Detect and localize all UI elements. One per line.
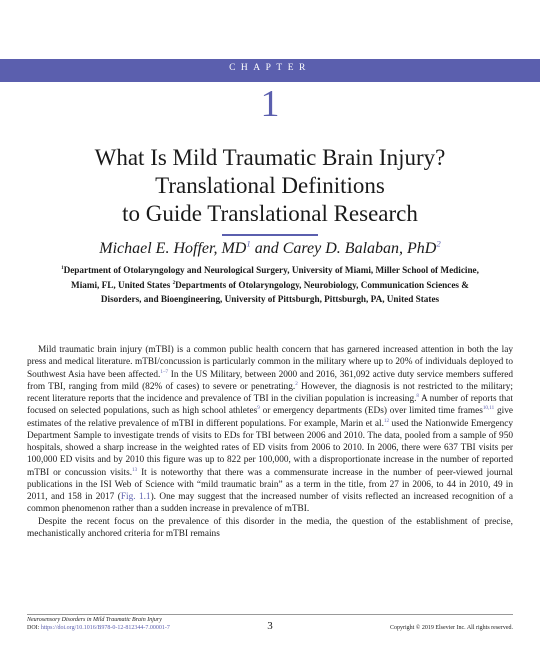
p1-sentence-9: ). One may suggest that the increased number of visits reflected an increased recognition of a common phenomenon rather than a sudden increase in prevalence of mTBI. — [27, 492, 514, 515]
p1-sentence-8: It is noteworthy that there was a commensurate increase in the number of peer-viewed journal publications in the ISI Web of Science with “mild traumatic brain” as a term in the title, from 27 in 2006, to 44 in 2010, 49 in 2011, and 158 in 2017 ( — [27, 467, 513, 502]
author-connector: and — [250, 240, 283, 257]
footer-divider — [27, 614, 513, 615]
author-2-name: Carey D. Balaban, PhD — [282, 240, 437, 257]
footer-book-title: Neurosensory Disorders in Mild Traumatic Brain Injury — [27, 617, 162, 623]
doi-label: DOI: — [27, 625, 41, 631]
title-underline — [222, 234, 318, 236]
affil-1-marker: 1 — [61, 264, 64, 271]
paragraph-2: Despite the recent focus on the prevalence of this disorder in the media, the question of the establishment of precise, mechanistically anchored criteria for mTBI remains — [27, 516, 513, 539]
affiliations — [52, 263, 488, 307]
p1-sentence-5: or emergency departments (EDs) over limited time frames — [259, 406, 483, 417]
affil-2-text: Departments of Otolaryngology, Neurobiology, Communication Sciences & Disorders, and Bioengineering, University of Pittsburgh, Pittsburgh, PA, United States — [100, 279, 469, 304]
authors — [20, 239, 520, 259]
citation-2[interactable]: 2 — [295, 380, 298, 387]
p1-sentence-7: used the Nationwide Emergency Department Sample to investigate trends of visits to EDs for TBI between 2006 and 2010. The data, pooled from a sample of 950 hospitals, showed a sharp increase in the weighted rates of ED visits from 2006 to 2010. In 2006, there were 637 TBI visits per 100,000 ED visits and by 2010 this figure was up to 822 per 100,000, with a disproportionate increase in the number of reported mTBI or concussion visits. — [27, 418, 513, 478]
citation-9[interactable]: 9 — [257, 405, 260, 412]
body-text — [27, 344, 513, 540]
page-number: 3 — [267, 620, 273, 632]
paragraph-1 — [27, 344, 513, 516]
p1-sentence-4: A number of reports that focused on selected populations, such as high school athletes — [27, 394, 513, 417]
doi-link[interactable]: https://doi.org/10.1016/B978-0-12-812344-7.00001-7 — [40, 625, 170, 631]
p1-sentence-6: give estimates of the relative prevalence of mTBI in different populations. For example, Marin et al. — [27, 406, 513, 429]
footer-doi — [27, 625, 170, 631]
author-2-affil-ref[interactable]: 2 — [436, 238, 441, 249]
citation-1-7[interactable]: 1–7 — [160, 368, 169, 375]
author-1-affil-ref[interactable]: 1 — [246, 238, 251, 249]
p1-sentence-2: In the US Military, between 2000 and 2016, 361,092 active duty service members suffered from TBI, ranging from mild (82% of cases) to severe or penetrating. — [27, 369, 514, 392]
p1-sentence-1: Mild traumatic brain injury (mTBI) is a common public health concern that has garnered increased attention in both the lay press and medical literature. mTBI/concussion is particularly common in the military where up to 20% of individuals deployed to Southwest Asia have been affected. — [27, 345, 513, 380]
citation-10-11[interactable]: 10,11 — [482, 405, 495, 412]
chapter-title — [30, 144, 510, 228]
citation-8[interactable]: 8 — [416, 392, 419, 399]
p1-sentence-3: However, the diagnosis is not restricted to the military; recent literature reports that the incidence and prevalence of TBI in the civilian population is increasing. — [27, 381, 513, 404]
copyright-notice: Copyright © 2019 Elsevier Inc. All rights reserved. — [389, 625, 513, 631]
affil-1-text: Department of Otolaryngology and Neurological Surgery, University of Miami, Miller School of Medicine, Miami, FL, United States — [63, 265, 479, 290]
citation-12[interactable]: 12 — [383, 417, 390, 424]
title-line-3: to Guide Translational Research — [122, 201, 418, 226]
chapter-label: CHAPTER — [229, 63, 311, 73]
figure-link[interactable]: Fig. 1.1 — [120, 492, 151, 502]
title-line-2: Translational Definitions — [155, 173, 385, 198]
citation-13[interactable]: 13 — [132, 466, 138, 473]
author-1-name: Michael E. Hoffer, MD — [99, 240, 247, 257]
chapter-number: 1 — [260, 83, 280, 125]
title-line-1: What Is Mild Traumatic Brain Injury? — [94, 145, 446, 170]
affil-2-marker: 2 — [172, 279, 176, 286]
